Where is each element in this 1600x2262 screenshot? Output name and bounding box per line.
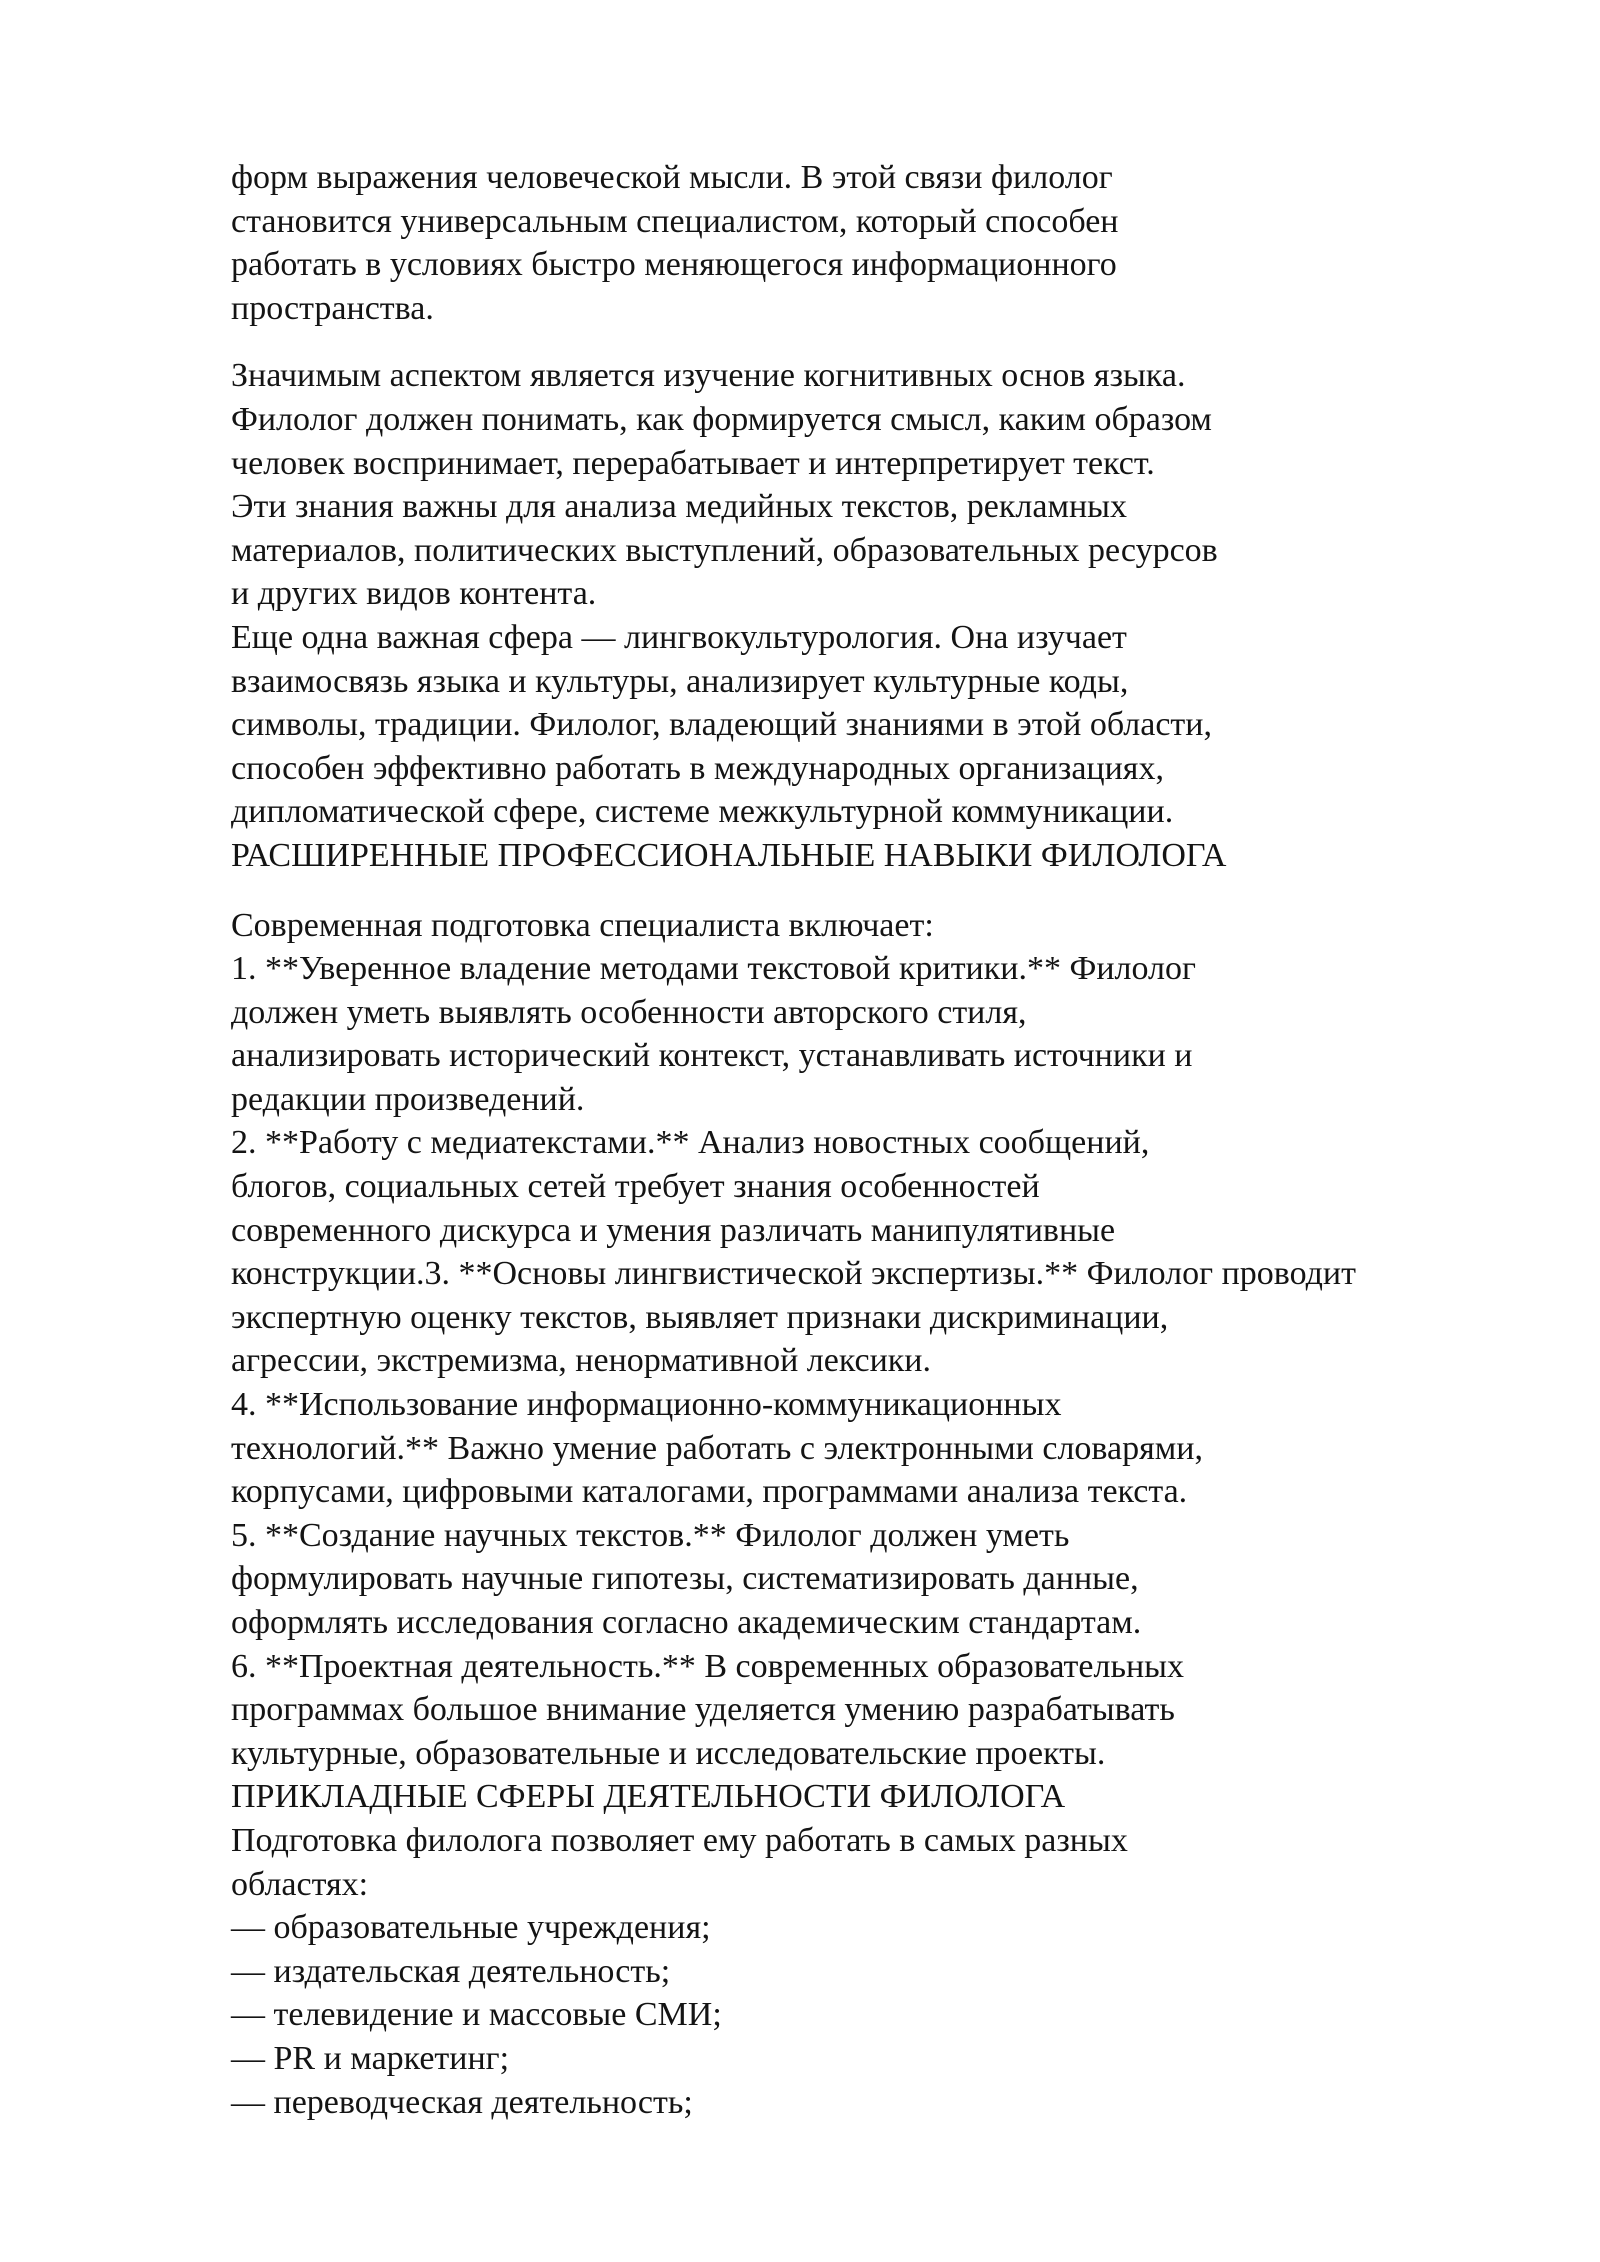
text-line: символы, традиции. Филолог, владеющий знаниями в этой области, — [231, 706, 1212, 744]
list-item: — переводческая деятельность; — [231, 2083, 693, 2121]
list-item-continuation: оформлять исследования согласно академическим стандартам. — [231, 1604, 1142, 1641]
paragraph-1 — [231, 156, 1531, 330]
paragraph-3 — [231, 616, 1531, 834]
text-line: Филолог должен понимать, как формируется смысл, каким образом — [231, 400, 1212, 438]
list-item-continuation: анализировать исторический контекст, устанавливать источники и — [231, 1037, 1193, 1075]
skills-list — [231, 904, 1531, 1776]
list-item: — телевидение и массовые СМИ; — [231, 1996, 722, 2034]
text-line: материалов, политических выступлений, образовательных ресурсов — [231, 531, 1218, 569]
text-line: взаимосвязь языка и культуры, анализирует культурные коды, — [231, 662, 1129, 700]
document-body — [231, 156, 1531, 2124]
list-item: — образовательные учреждения; — [231, 1909, 711, 1947]
text-line: человек воспринимает, перерабатывает и интерпретирует текст. — [231, 444, 1155, 482]
text-line: пространства. — [231, 289, 434, 327]
list-item-continuation: экспертную оценку текстов, выявляет признаки дискриминации, — [231, 1298, 1169, 1336]
text-line: и других видов контента. — [231, 575, 597, 613]
list-item-continuation: формулировать научные гипотезы, систематизировать данные, — [231, 1560, 1139, 1598]
section-heading-spheres: ПРИКЛАДНЫЕ СФЕРЫ ДЕЯТЕЛЬНОСТИ ФИЛОЛОГА — [231, 1778, 1066, 1816]
list-item-continuation: технологий.** Важно умение работать с электронными словарями, — [231, 1429, 1203, 1467]
text-line: Эти знания важны для анализа медийных текстов, рекламных — [231, 488, 1128, 526]
list-intro: Современная подготовка специалиста включает: — [231, 906, 934, 944]
paragraph-2 — [231, 354, 1531, 616]
paragraph-gap — [231, 878, 1531, 904]
list-item: — PR и маркетинг; — [231, 2039, 510, 2077]
list-item-continuation: программах большое внимание уделяется умению разрабатывать — [231, 1691, 1175, 1729]
list-item-continuation: корпусами, цифровыми каталогами, программами анализа текста. — [231, 1473, 1188, 1511]
text-line: форм выражения человеческой мысли. В этой связи филолог — [231, 159, 1113, 196]
list-item: 1. **Уверенное владение методами текстовой критики.** Филолог — [231, 950, 1196, 988]
list-item: 2. **Работу с медиатекстами.** Анализ новостных сообщений, — [231, 1124, 1150, 1162]
text-line: Значимым аспектом является изучение когнитивных основ языка. — [231, 357, 1186, 395]
list-item-continuation: агрессии, экстремизма, ненормативной лексики. — [231, 1342, 931, 1380]
list-item-continuation: редакции произведений. — [231, 1080, 585, 1118]
list-item-continuation: культурные, образовательные и исследовательские проекты. — [231, 1734, 1106, 1772]
spheres-list — [231, 1819, 1531, 2124]
list-item-continuation: блогов, социальных сетей требует знания особенностей — [231, 1168, 1040, 1206]
text-line: становится универсальным специалистом, который способен — [231, 202, 1119, 240]
list-intro: Подготовка филолога позволяет ему работать в самых разных — [231, 1821, 1128, 1859]
list-item: конструкции.3. **Основы лингвистической экспертизы.** Филолог проводит — [231, 1255, 1356, 1293]
section-heading-skills: РАСШИРЕННЫЕ ПРОФЕССИОНАЛЬНЫЕ НАВЫКИ ФИЛОЛОГА — [231, 836, 1227, 874]
text-line: способен эффективно работать в международных организациях, — [231, 749, 1164, 787]
text-line: Еще одна важная сфера — лингвокультурология. Она изучает — [231, 618, 1127, 656]
list-item-continuation: современного дискурса и умения различать манипулятивные — [231, 1211, 1116, 1249]
paragraph-gap — [231, 330, 1531, 354]
list-item: 4. **Использование информационно-коммуникационных — [231, 1386, 1062, 1424]
list-intro-continuation: областях: — [231, 1865, 369, 1903]
text-line: дипломатической сфере, системе межкультурной коммуникации. — [231, 793, 1174, 831]
list-item: 6. **Проектная деятельность.** В современных образовательных — [231, 1647, 1185, 1685]
list-item-continuation: должен уметь выявлять особенности авторского стиля, — [231, 993, 1027, 1031]
text-line: работать в условиях быстро меняющегося информационного — [231, 246, 1117, 284]
list-item: — издательская деятельность; — [231, 1952, 671, 1990]
list-item: 5. **Создание научных текстов.** Филолог должен уметь — [231, 1516, 1070, 1554]
